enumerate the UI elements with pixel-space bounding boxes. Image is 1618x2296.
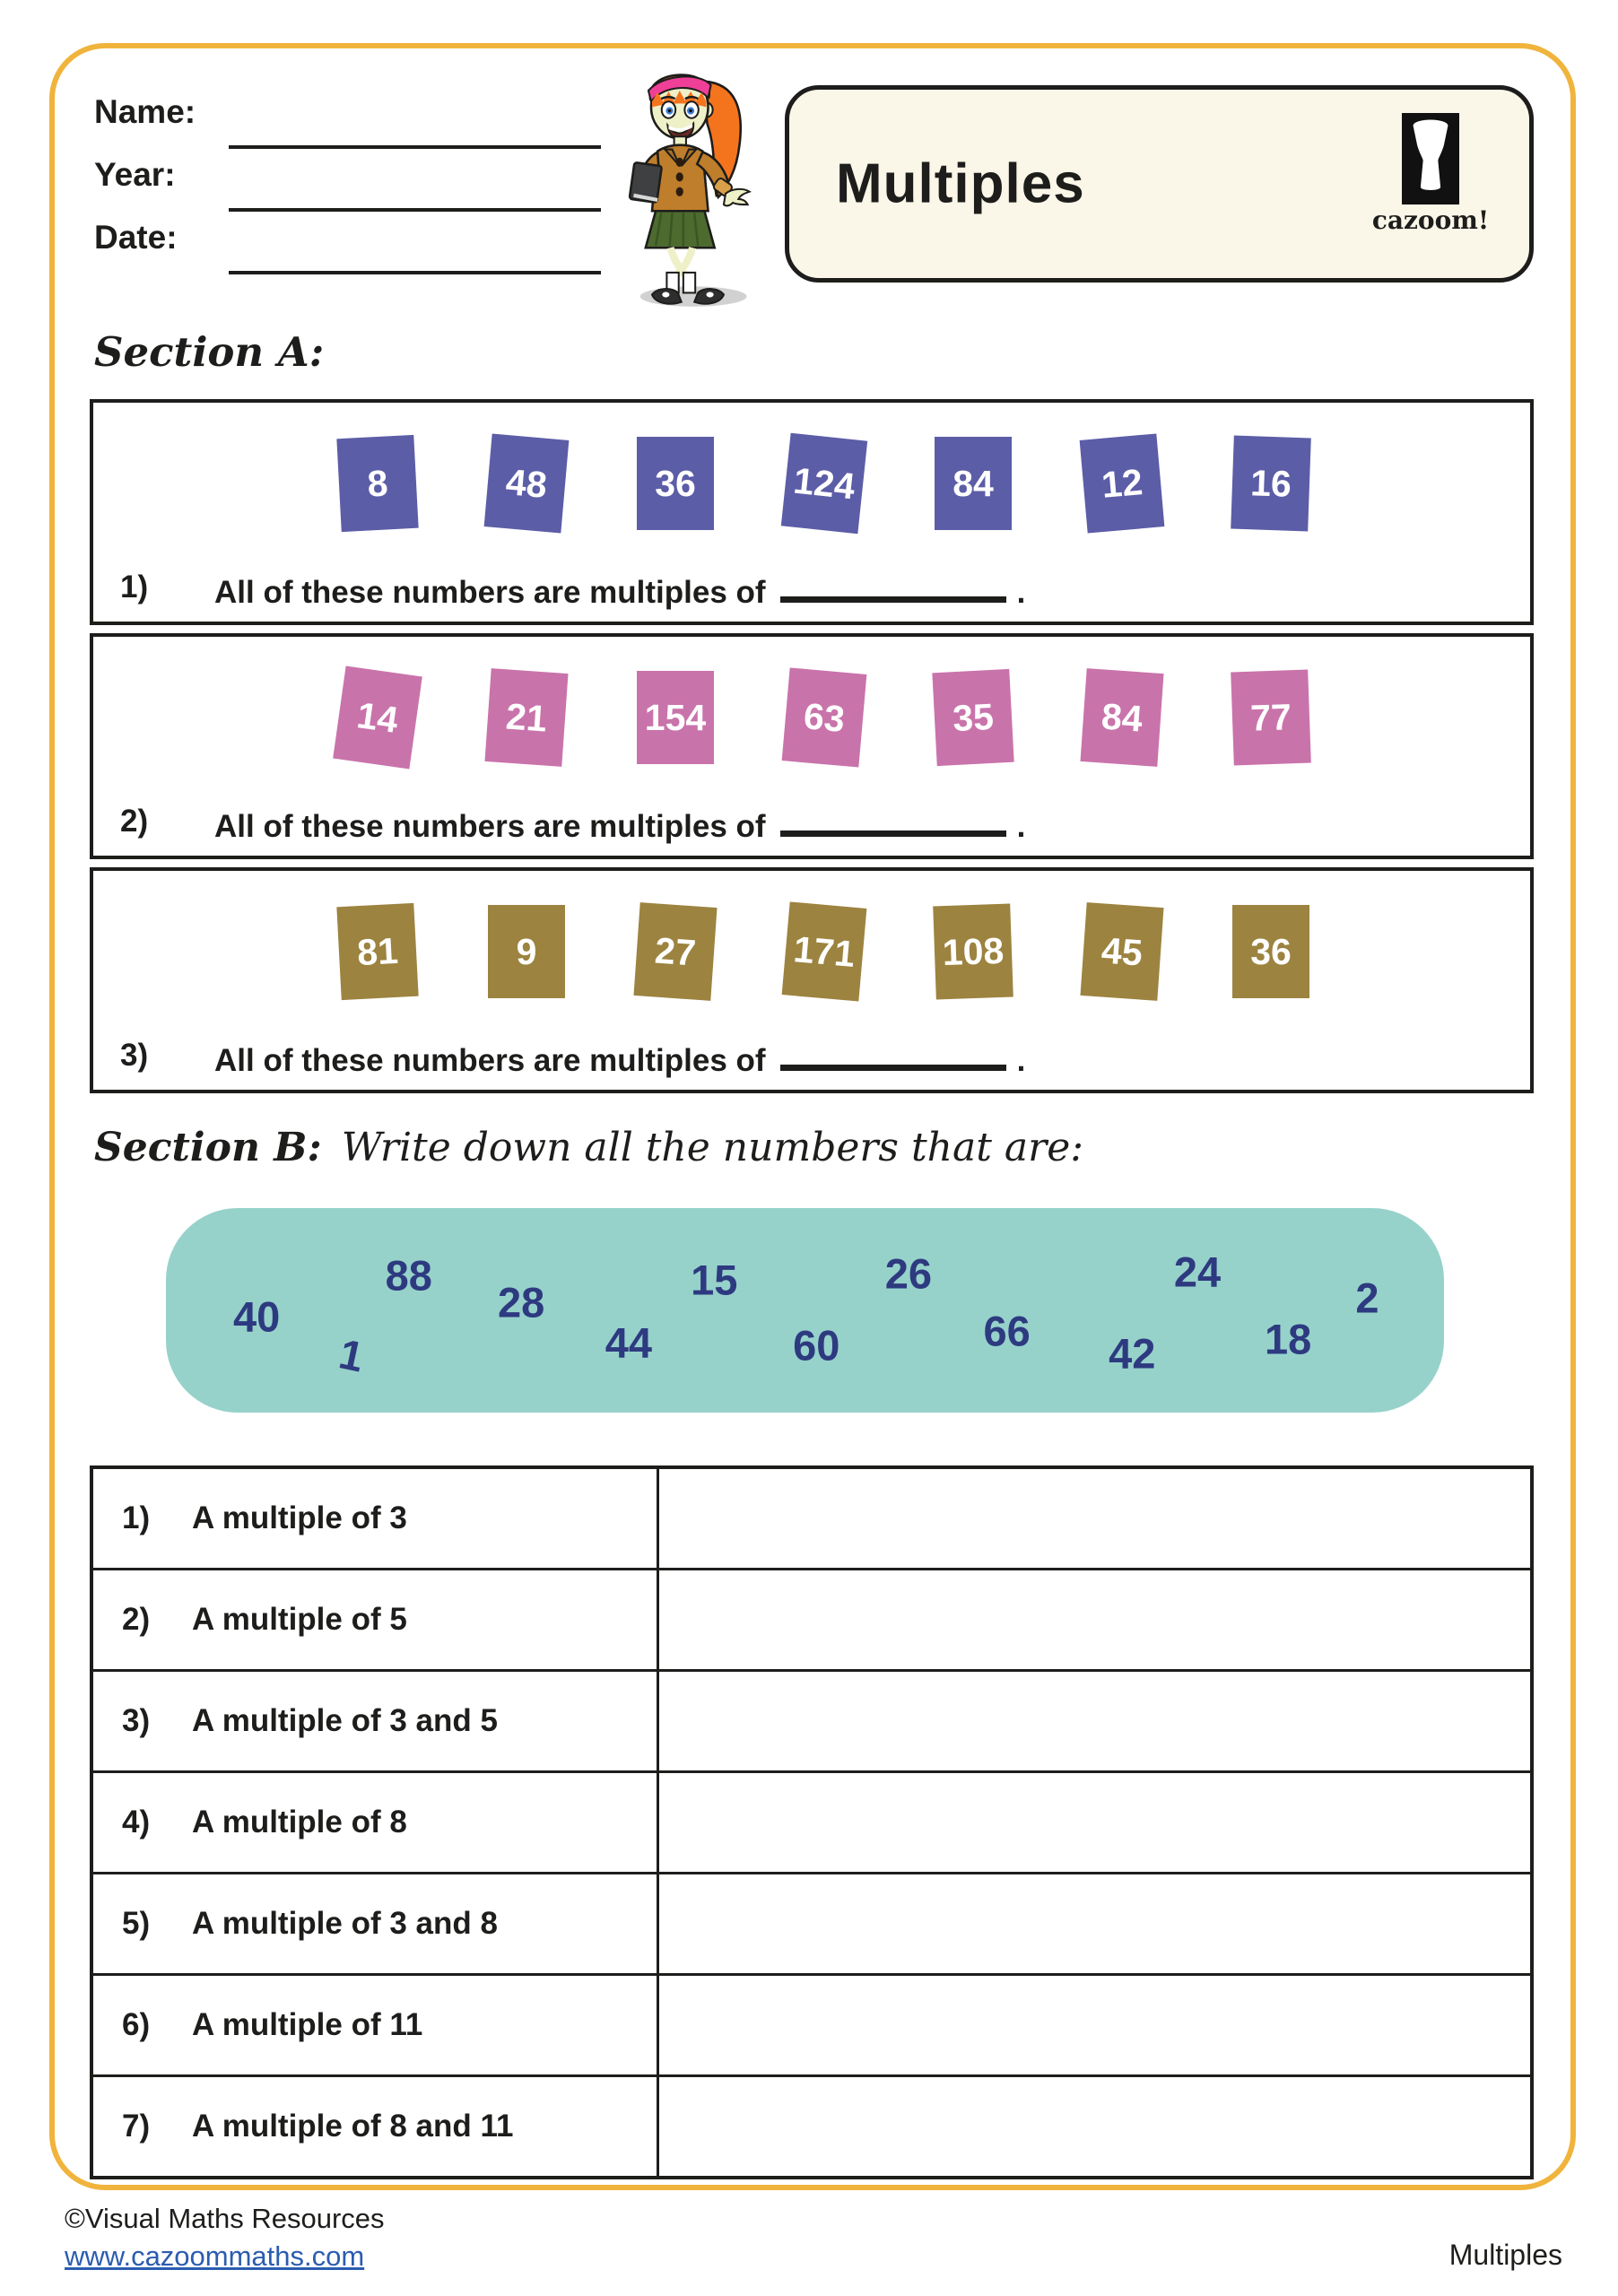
number-tile: 77 — [1231, 670, 1311, 766]
answer-blank[interactable] — [780, 1038, 1006, 1071]
table-row — [93, 1976, 1530, 2077]
pool-number: 88 — [385, 1251, 432, 1300]
pool-number: 42 — [1109, 1329, 1156, 1378]
number-tile: 63 — [782, 667, 867, 767]
table-row — [93, 1874, 1530, 1976]
number-tile: 36 — [637, 437, 714, 530]
answers-table — [90, 1465, 1534, 2179]
question-box — [90, 399, 1534, 625]
number-tile: 124 — [781, 433, 867, 534]
row-label: A multiple of 3 — [192, 1500, 407, 1535]
number-tile: 9 — [488, 905, 565, 998]
header-field — [94, 156, 614, 219]
row-label: A multiple of 8 and 11 — [192, 2109, 514, 2144]
pool-number: 66 — [983, 1307, 1031, 1355]
number-tile: 27 — [633, 902, 717, 1001]
mascot-illustration — [615, 57, 762, 310]
row-number: 2) — [122, 1602, 151, 1637]
question-suffix: . — [1016, 1043, 1026, 1078]
number-tile: 171 — [782, 901, 867, 1001]
row-label: A multiple of 11 — [192, 2007, 423, 2042]
pool-number: 24 — [1173, 1248, 1222, 1296]
number-tile: 154 — [637, 671, 714, 764]
number-tile: 14 — [333, 666, 422, 770]
question-prompt — [214, 804, 1025, 845]
pool-number: 15 — [691, 1256, 738, 1304]
number-tile: 84 — [935, 437, 1012, 530]
question-prompt-text: All of these numbers are multiples of — [214, 575, 766, 610]
answer-cell[interactable] — [659, 1976, 1530, 2074]
row-number: 3) — [122, 1703, 151, 1738]
section-b-heading — [94, 1125, 1083, 1170]
question-prompt-text: All of these numbers are multiples of — [214, 1043, 766, 1078]
number-tile: 48 — [484, 433, 570, 533]
write-in-line[interactable] — [229, 271, 601, 274]
answer-cell[interactable] — [659, 2077, 1530, 2176]
header-field — [94, 93, 614, 156]
write-in-line[interactable] — [229, 208, 601, 212]
answer-cell[interactable] — [659, 1773, 1530, 1872]
number-tile: 16 — [1231, 436, 1311, 532]
question-box — [90, 867, 1534, 1093]
row-label: A multiple of 5 — [192, 1602, 407, 1637]
pool-number: 28 — [498, 1278, 545, 1326]
section-a-heading: Section A: — [94, 328, 325, 376]
cazoom-logo-icon — [1402, 113, 1459, 204]
header-field — [94, 219, 614, 282]
question-prompt-text: All of these numbers are multiples of — [214, 809, 766, 844]
number-tile: 108 — [933, 904, 1013, 1000]
number-tile: 35 — [932, 669, 1013, 766]
table-row — [93, 1469, 1530, 1570]
row-label: A multiple of 8 — [192, 1805, 407, 1839]
table-row — [93, 1773, 1530, 1874]
number-tile: 21 — [484, 668, 568, 767]
answer-cell[interactable] — [659, 1672, 1530, 1770]
pool-number: 1 — [335, 1329, 368, 1381]
question-suffix: . — [1016, 809, 1026, 844]
question-number: 1) — [120, 570, 149, 604]
question-line — [93, 1038, 1530, 1084]
row-number: 5) — [122, 1906, 151, 1941]
question-box — [90, 633, 1534, 859]
field-label: Year: — [94, 156, 176, 193]
pool-number: 44 — [605, 1318, 652, 1367]
row-label: A multiple of 3 and 8 — [192, 1906, 498, 1941]
website-link[interactable]: www.cazoommaths.com — [65, 2240, 365, 2272]
number-tile: 8 — [336, 435, 418, 532]
cazoom-logo-text: cazoom! — [1371, 205, 1490, 235]
question-line — [93, 804, 1530, 850]
title-box — [785, 85, 1534, 283]
pool-number: 40 — [233, 1292, 281, 1341]
answer-blank[interactable] — [780, 570, 1006, 603]
answer-blank[interactable] — [780, 804, 1006, 837]
pool-number: 60 — [793, 1321, 840, 1370]
question-prompt — [214, 570, 1025, 611]
row-number: 6) — [122, 2007, 151, 2042]
pool-number: 18 — [1265, 1315, 1312, 1363]
section-b-instruction: Write down all the numbers that are: — [341, 1125, 1084, 1170]
row-number: 1) — [122, 1500, 151, 1535]
number-tile: 12 — [1080, 433, 1165, 533]
number-tile: 84 — [1080, 668, 1163, 767]
write-in-line[interactable] — [229, 145, 601, 149]
pool-number: 26 — [884, 1249, 933, 1298]
question-number: 3) — [120, 1038, 149, 1073]
number-tile: 36 — [1232, 905, 1309, 998]
row-number: 7) — [122, 2109, 151, 2144]
answer-cell[interactable] — [659, 1570, 1530, 1669]
row-label: A multiple of 3 and 5 — [192, 1703, 498, 1738]
table-row — [93, 2077, 1530, 2176]
question-suffix: . — [1016, 575, 1026, 610]
page-title: Multiples — [836, 152, 1085, 215]
table-row — [93, 1570, 1530, 1672]
field-label: Date: — [94, 219, 178, 256]
question-prompt — [214, 1038, 1025, 1079]
row-number: 4) — [122, 1805, 151, 1839]
answer-cell[interactable] — [659, 1874, 1530, 1973]
number-tile: 45 — [1080, 902, 1163, 1001]
copyright-text: ©Visual Maths Resources — [65, 2203, 385, 2234]
number-tile: 81 — [336, 903, 418, 1000]
cazoom-logo — [1368, 113, 1493, 235]
field-label: Name: — [94, 93, 196, 130]
answer-cell[interactable] — [659, 1469, 1530, 1568]
table-row — [93, 1672, 1530, 1773]
pool-number: 2 — [1355, 1274, 1379, 1322]
number-pool — [166, 1208, 1444, 1413]
question-number: 2) — [120, 804, 149, 839]
header-fields — [94, 93, 614, 282]
section-b-heading-label: Section B: — [94, 1125, 322, 1170]
question-line — [93, 570, 1530, 616]
worksheet-name-footer: Multiples — [1448, 2239, 1562, 2271]
